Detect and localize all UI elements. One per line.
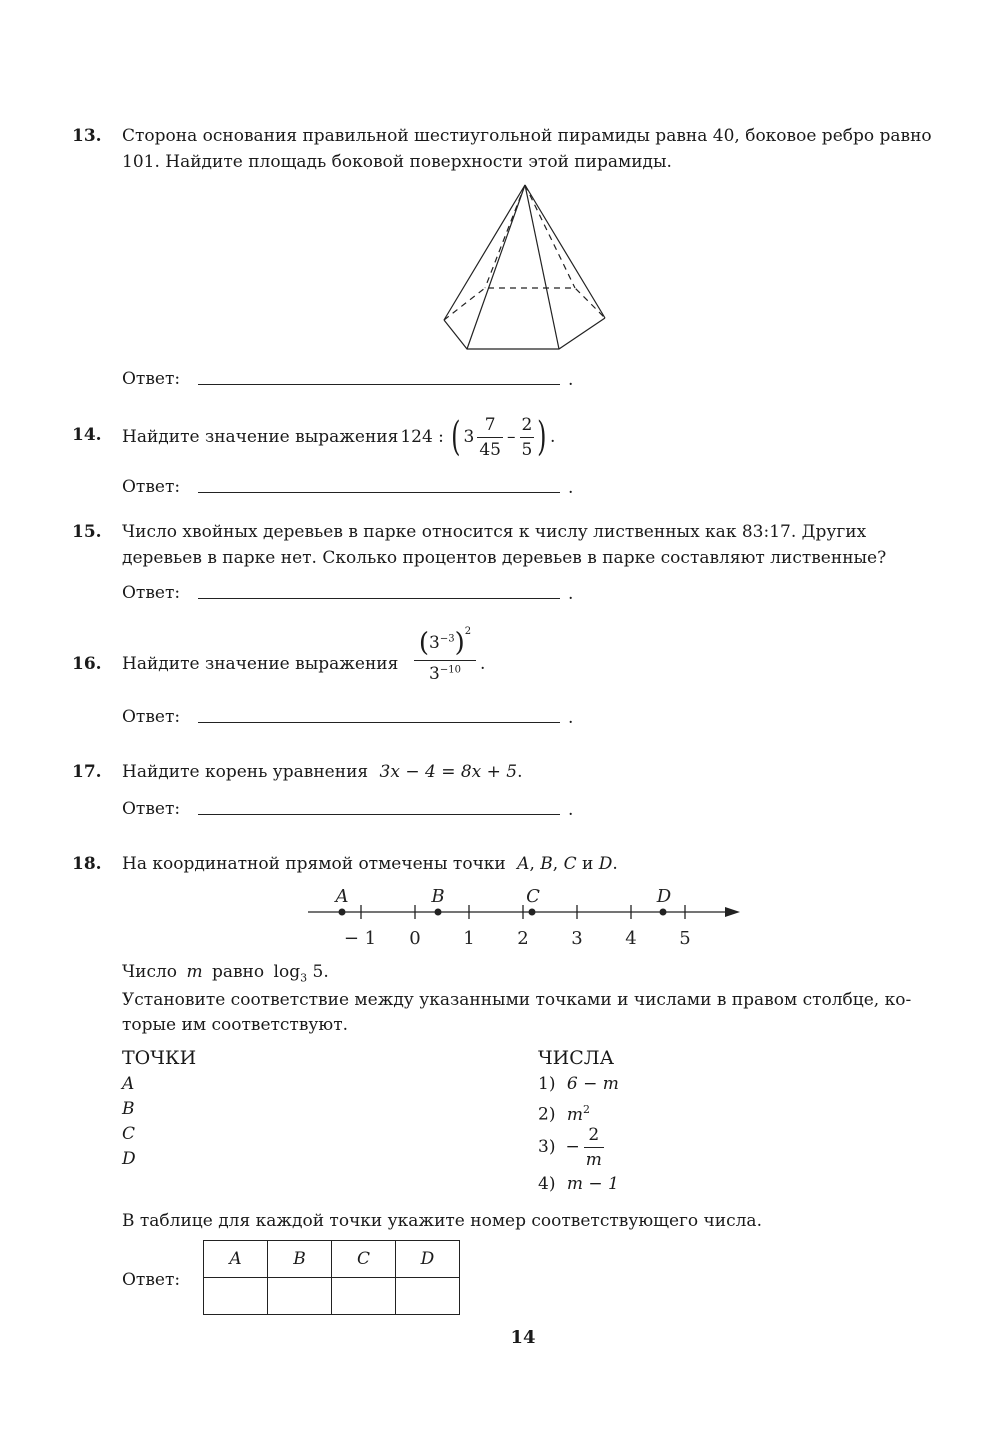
point-label-c-inline: C [563, 854, 577, 874]
tick-label: 2 [517, 928, 529, 949]
point-label-c: C [526, 886, 540, 907]
fraction-denominator: 45 [479, 439, 501, 460]
option-1: 1) 6 − m [538, 1074, 619, 1094]
fraction-2-5 [520, 413, 535, 462]
right-paren: ) [537, 414, 547, 460]
problem-16-text: Найдите значение выражения [122, 654, 399, 674]
answer-dot-16: . [568, 708, 574, 728]
problem-13-text-line1: Сторона основания правильной шестиугольной пирамиды равна 40, боковое ребро равно [122, 126, 932, 146]
problem-14-dividend: 124 : [400, 427, 444, 447]
option-3-fraction: $\frac{2}{m}$ [585, 1124, 602, 1170]
answer-table-header-d: D [396, 1241, 460, 1278]
problem-18-instruction-line1: Установите соответствие между указанными точками и числами в правом столбце, ко- [122, 990, 912, 1010]
point-list-c: C [122, 1124, 136, 1144]
tick-label: 0 [409, 928, 421, 949]
answer-cell-a[interactable] [204, 1278, 268, 1315]
answer-table-input-row [204, 1278, 460, 1315]
point-label-d-inline: D [598, 854, 613, 874]
problem-16-end: . [480, 654, 486, 674]
fraction-numerator: 7 [477, 413, 503, 438]
answer-table-header-row [204, 1241, 460, 1278]
answer-label-16: Ответ: [122, 707, 181, 727]
problem-14-whole: 3 [463, 427, 475, 447]
fraction-7-45 [477, 413, 503, 462]
problem-18-number: 18. [72, 854, 102, 874]
point-label-a-inline: A [517, 854, 530, 874]
points-column-header: ТОЧКИ [122, 1047, 197, 1069]
answer-label-17: Ответ: [122, 799, 181, 819]
answer-cell-b[interactable] [268, 1278, 332, 1315]
fraction-numerator: 2 [520, 413, 535, 438]
problem-18-intro: На координатной прямой отмечены точки A, B, C и D. [122, 854, 618, 874]
problem-18-m-definition: Число m равно $\log_3 5$. [122, 962, 329, 985]
point-label-b: B [431, 886, 445, 907]
option-4: 4) m − 1 [538, 1174, 619, 1194]
option-2: 2) $m^2$ [538, 1103, 590, 1125]
number-line [300, 880, 750, 955]
problem-14-number: 14. [72, 425, 102, 445]
problem-15-number: 15. [72, 522, 102, 542]
problem-17-equation: 3x − 4 = 8x + 5 [379, 762, 518, 782]
problem-18-instruction-line2: торые им соответствуют. [122, 1015, 349, 1035]
tick-label: 3 [571, 928, 583, 949]
answer-table-header-c: C [332, 1241, 396, 1278]
problem-17-line [122, 760, 523, 784]
point-label-b-inline: B [540, 854, 553, 874]
problem-16-fraction [414, 626, 476, 684]
point-list-a: A [122, 1074, 135, 1094]
point-label-d: D [656, 886, 672, 907]
answer-label-18: Ответ: [122, 1270, 181, 1290]
answer-table-header-a: A [204, 1241, 268, 1278]
problem-16-number: 16. [72, 654, 102, 674]
problem-14-expression [122, 412, 555, 462]
page-number: 14 [510, 1327, 536, 1348]
tick-label: 4 [625, 928, 637, 949]
option-3: 3) − $\frac{2}{m}$ [538, 1124, 602, 1170]
answer-table-18 [203, 1240, 460, 1315]
problem-14-text: Найдите значение выражения [122, 427, 399, 447]
tick-label: − 1 [343, 928, 377, 949]
answer-cell-d[interactable] [396, 1278, 460, 1315]
problem-13-number: 13. [72, 126, 102, 146]
answer-label-15: Ответ: [122, 583, 181, 603]
minus-sign: – [507, 427, 516, 447]
point-list-d: D [122, 1149, 136, 1169]
problem-17-number: 17. [72, 762, 102, 782]
answer-field-13[interactable] [198, 384, 560, 385]
answer-dot-13: . [568, 370, 574, 390]
answer-field-14[interactable] [198, 492, 560, 493]
point-list-b: B [122, 1099, 135, 1119]
hexagonal-pyramid-figure [435, 180, 615, 355]
answer-field-17[interactable] [198, 814, 560, 815]
answer-dot-14: . [568, 478, 574, 498]
table-instruction: В таблице для каждой точки укажите номер соответствующего числа. [122, 1211, 762, 1231]
fraction-denominator: 5 [521, 439, 533, 460]
tick-label: 1 [463, 928, 475, 949]
problem-13-text-line2: 101. Найдите площадь боковой поверхности этой пирамиды. [122, 152, 672, 172]
tick-label: 5 [679, 928, 691, 949]
left-paren: ( [451, 414, 461, 460]
problem-16-denominator: $3^{-10}$ [429, 664, 461, 684]
problem-14-end: . [549, 427, 556, 447]
numbers-column-header: ЧИСЛА [538, 1047, 615, 1069]
answer-field-15[interactable] [198, 598, 560, 599]
answer-cell-c[interactable] [332, 1278, 396, 1315]
problem-16-numerator: $(3^{-3})^2$ [414, 626, 476, 661]
answer-label-14: Ответ: [122, 477, 181, 497]
problem-15-text-line2: деревьев в парке нет. Сколько процентов деревьев в парке составляют лиственные? [122, 548, 887, 568]
point-label-a: A [335, 886, 349, 907]
answer-table-header-b: B [268, 1241, 332, 1278]
answer-label-13: Ответ: [122, 369, 181, 389]
problem-15-text-line1: Число хвойных деревьев в парке относится к числу лиственных как 83:17. Других [122, 522, 867, 542]
answer-field-16[interactable] [198, 722, 560, 723]
problem-17-text: Найдите корень уравнения [122, 762, 369, 782]
problem-17-end: . [517, 762, 523, 782]
answer-dot-15: . [568, 584, 574, 604]
answer-dot-17: . [568, 800, 574, 820]
